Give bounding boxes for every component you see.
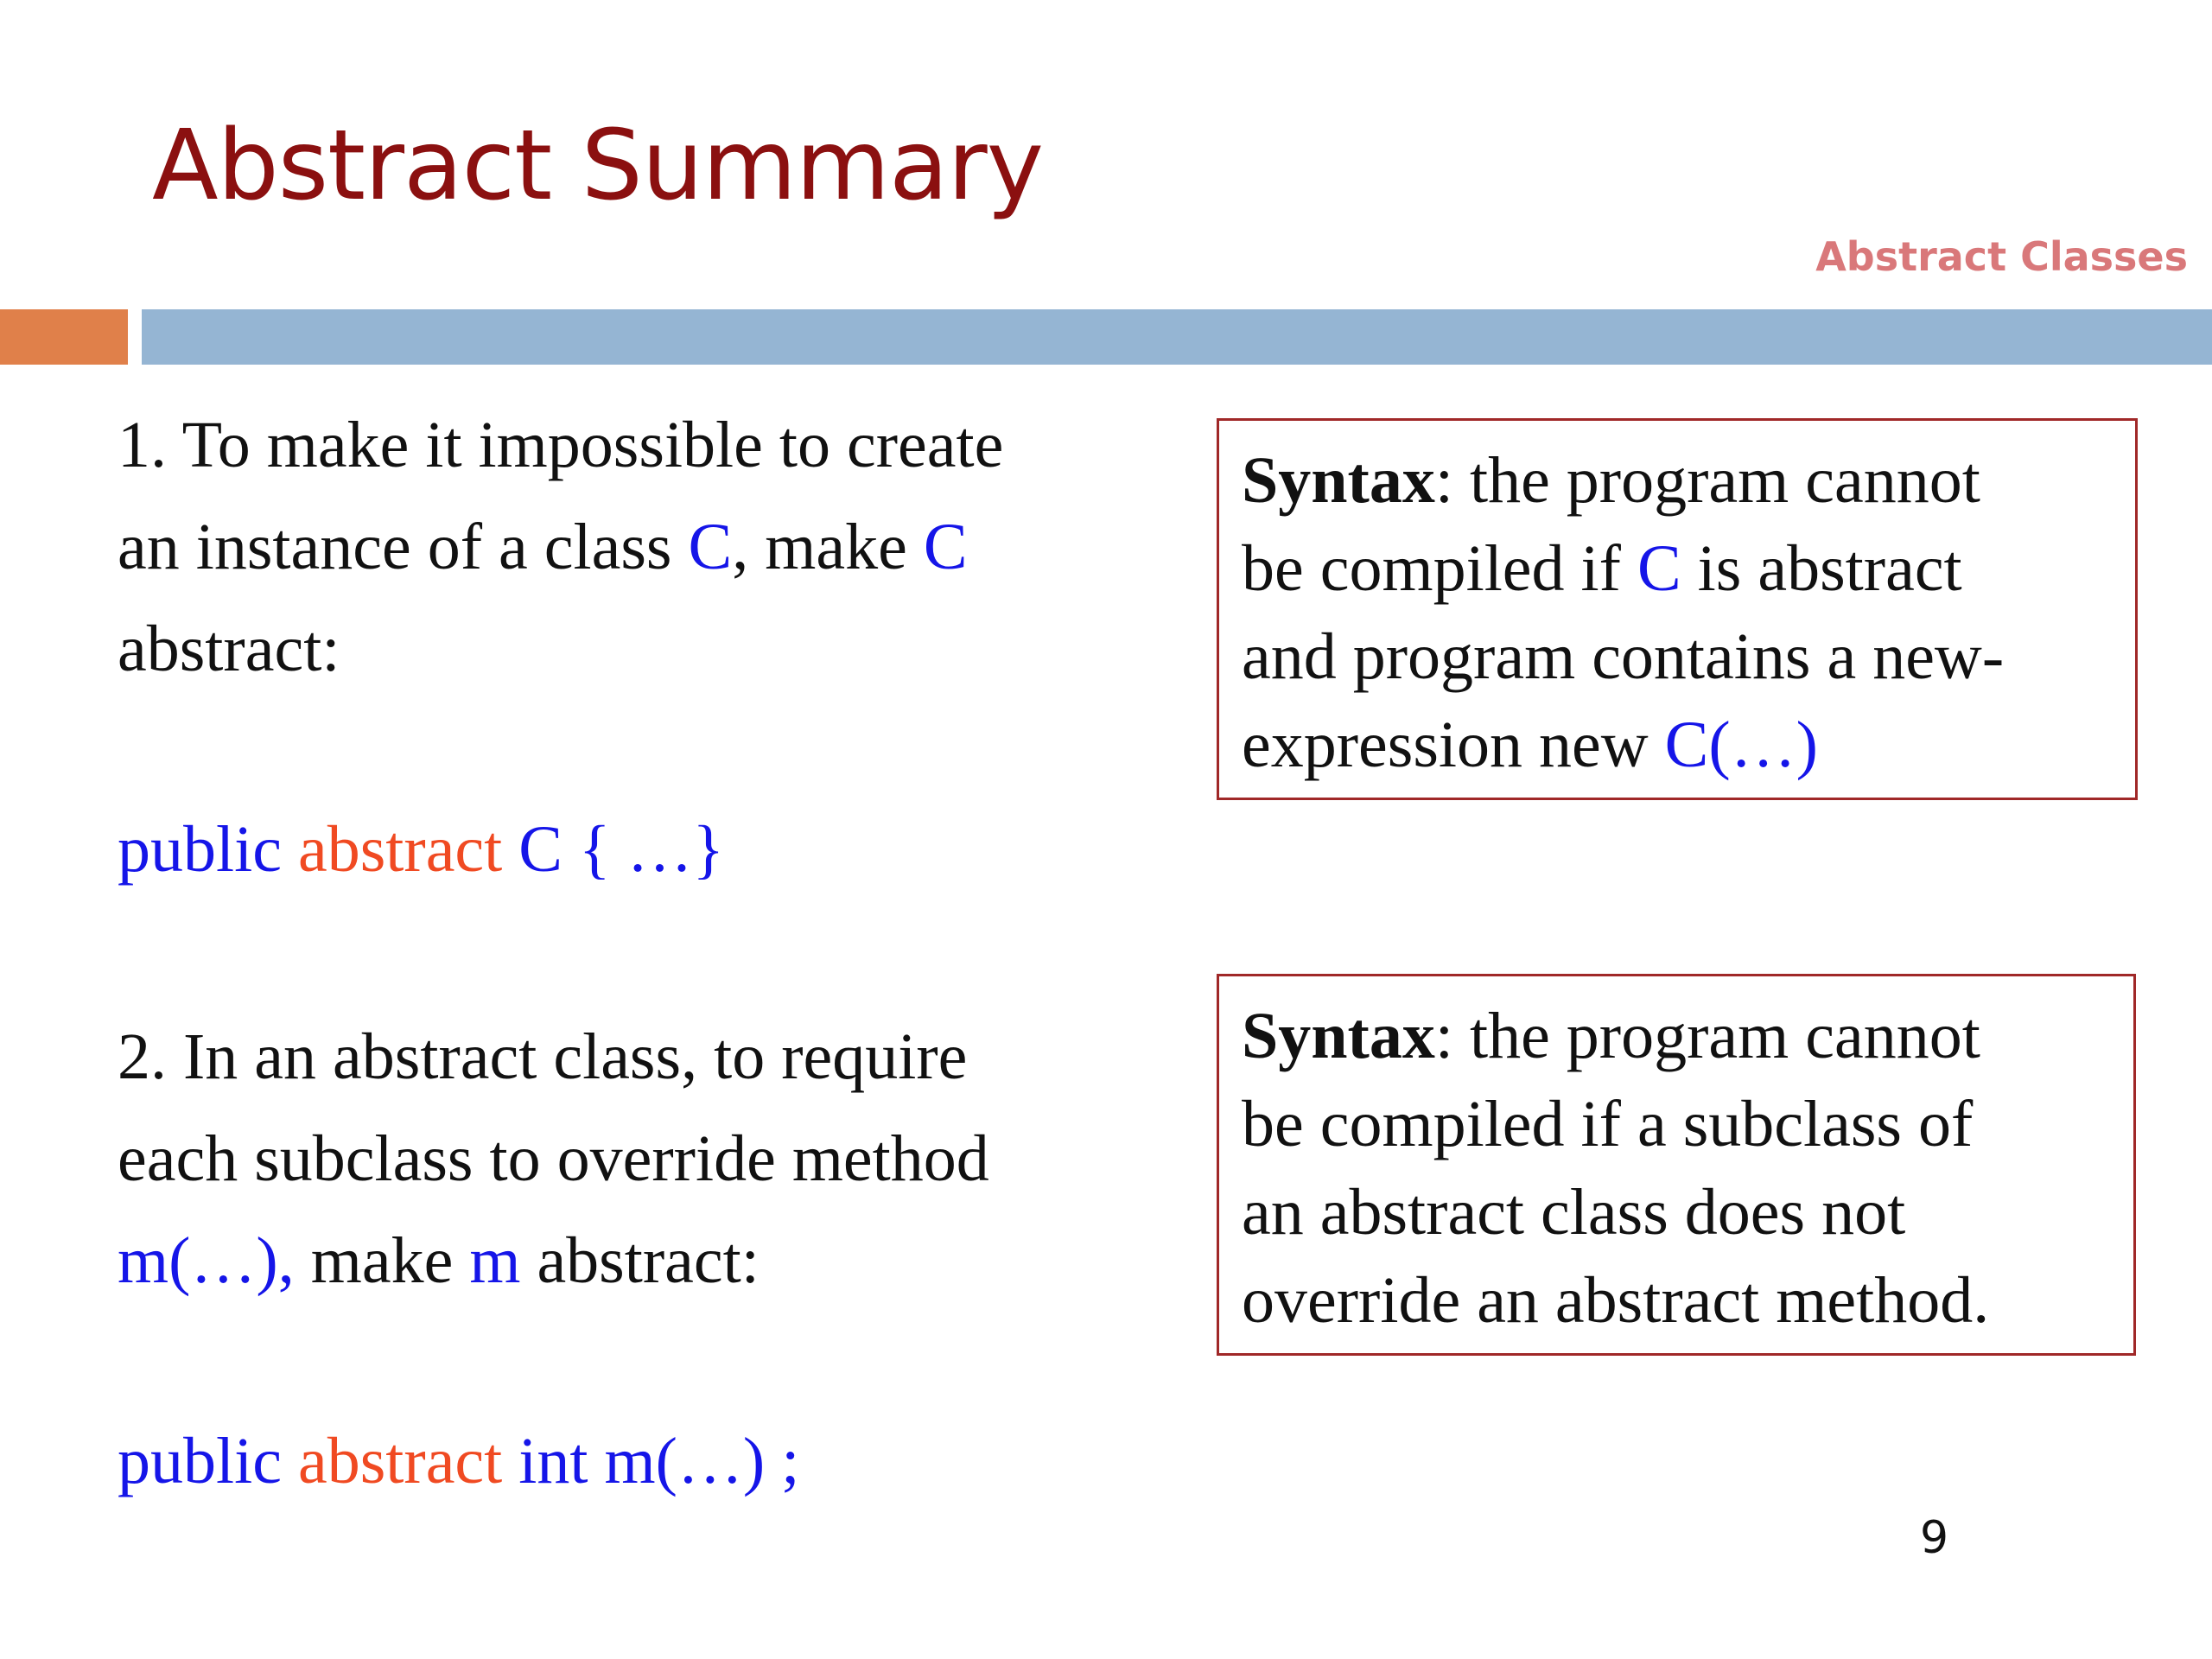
header-bar	[142, 309, 2212, 365]
box1-line2	[1242, 524, 2114, 613]
box2-line4: override an abstract method.	[1242, 1264, 1990, 1337]
new-expression: C(…)	[1664, 709, 1818, 781]
item1-line2	[118, 496, 1172, 598]
box2-line2: be compiled if a subclass of	[1242, 1088, 1974, 1160]
syntax-label: Syntax	[1242, 1000, 1435, 1072]
page-number: 9	[1920, 1512, 1949, 1564]
code-keyword-public: public	[118, 1425, 298, 1497]
code-class-body: C { …}	[502, 813, 724, 886]
header-bar-accent	[0, 309, 128, 365]
item2-text: make	[294, 1224, 470, 1297]
box1-line3: and program contains a new-	[1242, 620, 2005, 693]
box2-line3: an abstract class does not	[1242, 1176, 1906, 1249]
box1-line1	[1242, 436, 2114, 524]
summary-item-2	[118, 1006, 1172, 1312]
summary-item-1	[118, 394, 1172, 700]
code-method-signature: int m(…) ;	[502, 1425, 800, 1497]
item1-text: an instance of a class	[118, 511, 689, 583]
box1-text: is abstract	[1681, 532, 1962, 605]
class-name-c: C	[923, 511, 968, 583]
code-keyword-public: public	[118, 813, 298, 886]
class-name-c: C	[1637, 532, 1681, 605]
box2-line1	[1242, 992, 2113, 1080]
code-keyword-abstract: abstract	[297, 1425, 503, 1497]
syntax-label: Syntax	[1242, 444, 1435, 517]
item1-line3: abstract:	[118, 613, 340, 685]
slide-title: Abstract Summary	[152, 110, 1043, 222]
item1-line1: 1. To make it impossible to create	[118, 409, 1004, 481]
item2-line1: 2. In an abstract class, to require	[118, 1020, 968, 1093]
syntax-box-2	[1217, 974, 2136, 1356]
code-example-1	[118, 798, 724, 900]
method-name-m: m	[469, 1224, 521, 1297]
box1-text: expression new	[1242, 709, 1665, 781]
code-keyword-abstract: abstract	[297, 813, 503, 886]
class-name-c: C	[688, 511, 733, 583]
item1-text: , make	[732, 511, 924, 583]
box1-text: be compiled if	[1242, 532, 1637, 605]
section-label: Abstract Classes	[1815, 233, 2188, 280]
code-example-2	[118, 1410, 799, 1512]
item2-text: abstract:	[520, 1224, 760, 1297]
item2-line2: each subclass to override method	[118, 1122, 989, 1195]
item2-line3	[118, 1210, 1172, 1312]
box2-text: : the program cannot	[1434, 1000, 1980, 1072]
box1-line4	[1242, 701, 2114, 789]
box1-text: : the program cannot	[1434, 444, 1980, 517]
method-name-m: m(…),	[118, 1224, 295, 1297]
syntax-box-1	[1217, 418, 2138, 800]
